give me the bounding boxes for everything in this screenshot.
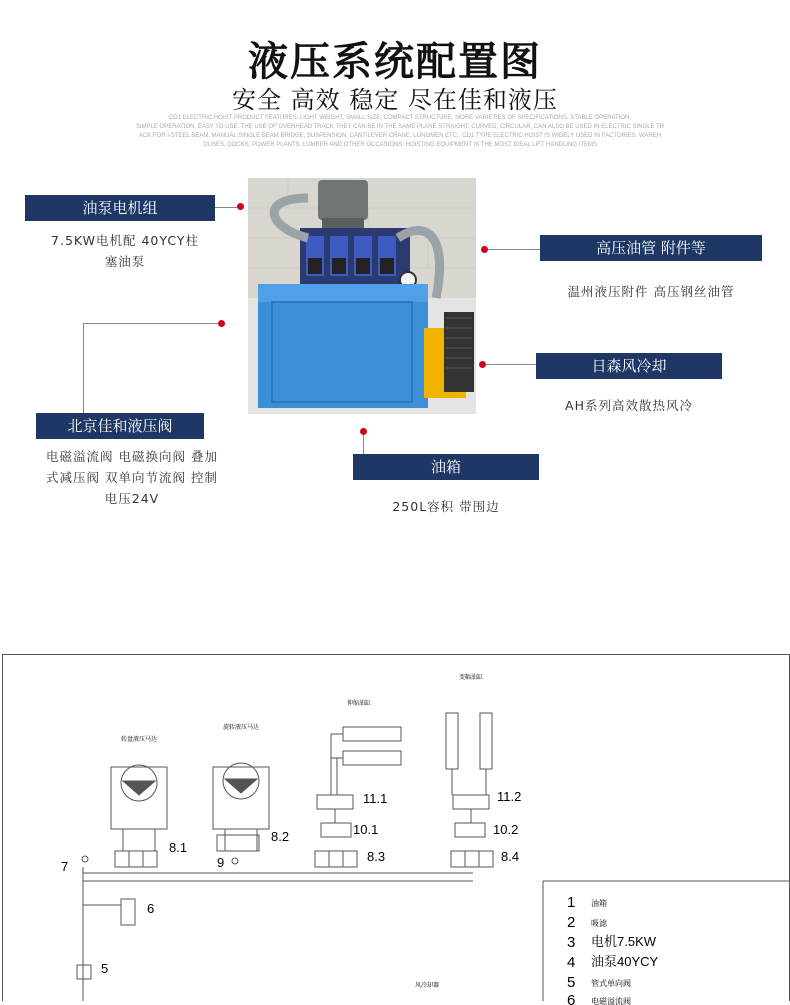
component-label: 转盘液压马达 bbox=[120, 737, 158, 743]
hydraulic-unit-illustration bbox=[248, 178, 476, 414]
part-number: 8.3 bbox=[367, 849, 386, 864]
component-label: 伸缩油缸 bbox=[346, 701, 372, 707]
desc-line: 塞油泵 bbox=[104, 254, 146, 269]
callout-dot bbox=[479, 361, 486, 368]
callout-leader-line bbox=[215, 207, 239, 208]
part-number: 11.2 bbox=[497, 789, 522, 804]
page-subtitle: 安全 高效 稳定 尽在佳和液压 bbox=[232, 86, 558, 114]
callout-dot bbox=[481, 246, 488, 253]
part-number: 7 bbox=[61, 859, 69, 874]
callout-label-hose: 高压油管 附件等 bbox=[540, 235, 762, 261]
part-number: 5 bbox=[101, 961, 109, 976]
legend bbox=[567, 894, 659, 1005]
callout-desc-tank: 250L容积 带围边 bbox=[392, 499, 500, 514]
part-number: 10.1 bbox=[353, 822, 379, 837]
callout-desc-pump bbox=[25, 230, 225, 272]
part-number: 11.1 bbox=[363, 791, 388, 806]
callout-label-tank: 油箱 bbox=[353, 454, 539, 480]
component-label: 变幅油缸 bbox=[458, 675, 484, 681]
legend-number: 3 bbox=[567, 934, 576, 951]
callout-label-cooler: 日森风冷却 bbox=[536, 353, 722, 379]
legend-number: 6 bbox=[567, 992, 576, 1005]
english-line: SIMPLE OPERATION, EASY TO USE. THE USE OF OVERHEAD TRACK THEY CAN BE IN THE SAME PLANE STRAIGHT, CURVED, CIRCULAR, CAN ALSO BE USED IN ELECTRIC SINGLE TR bbox=[135, 124, 665, 130]
desc-line: 式减压阀 双单向节流阀 控制 bbox=[46, 470, 218, 485]
legend-number: 4 bbox=[567, 954, 576, 971]
part-number: 8.4 bbox=[501, 849, 520, 864]
callout-dot bbox=[237, 203, 244, 210]
callout-leader-line bbox=[363, 435, 364, 454]
english-line: ACK FOR I-STEEL BEAM, MANUAL SINGLE BEAM BRIDGE, SUSPENSION, CANTILEVER CRANE, LONGMEN ETC.. CD1 TYPE ELECTRIC HOIST IS WIDELY USED IN FACTORIES, WAREH bbox=[138, 133, 662, 139]
callout-label-pump: 油泵电机组 bbox=[25, 195, 215, 221]
part-number: 9 bbox=[217, 855, 225, 870]
callout-dot bbox=[360, 428, 367, 435]
legend-text: 吸滤 bbox=[591, 919, 607, 928]
callout-desc-valve bbox=[22, 446, 242, 509]
legend-text: 油泵40YCY bbox=[591, 954, 659, 969]
english-line: OUSES, DOCKS, POWER PLANTS, LUMBER AND OTHER OCCASIONS, HOISTING EQUIPMENT IS THE MOST IDEAL LIFT HANDLING ITEMS bbox=[202, 142, 598, 148]
schematic-drawing bbox=[3, 655, 789, 1005]
component-label: 旋转液压马达 bbox=[222, 725, 260, 731]
page-title: 液压系统配置图 bbox=[248, 39, 542, 85]
callout-leader-line bbox=[488, 249, 540, 250]
desc-line: 电压24V bbox=[104, 491, 160, 506]
callout-desc-hose: 温州液压附件 高压钢丝油管 bbox=[567, 284, 735, 299]
desc-line: 电磁溢流阀 电磁换向阀 叠加 bbox=[46, 449, 218, 464]
hydraulic-schematic bbox=[2, 654, 790, 1005]
legend-number: 5 bbox=[567, 974, 576, 991]
callout-label-valve: 北京佳和液压阀 bbox=[36, 413, 204, 439]
part-number: 6 bbox=[147, 901, 155, 916]
callout-leader-line bbox=[83, 323, 84, 413]
product-photo bbox=[248, 178, 476, 414]
legend-text: 油箱 bbox=[591, 899, 607, 908]
desc-line: 7.5KW电机配 40YCY柱 bbox=[51, 233, 199, 248]
callout-desc-cooler: AH系列高效散热风冷 bbox=[565, 398, 693, 413]
cooler-label: 风冷却器 bbox=[415, 983, 440, 989]
legend-number: 2 bbox=[567, 914, 576, 931]
legend-text: 电机7.5KW bbox=[591, 934, 657, 949]
english-description bbox=[80, 114, 720, 150]
callout-leader-line bbox=[83, 323, 218, 324]
english-line: CD1 ELECTRIC HOIST PRODUCT FEATURES: LIGHT WEIGHT, SMALL SIZE, COMPACT STRUCTURE, MORE VARIETIES OF SPECIFICATIONS, STABLE OPERATION, bbox=[168, 115, 632, 121]
part-number: 8.1 bbox=[169, 840, 188, 855]
callout-dot bbox=[218, 320, 225, 327]
part-number: 8.2 bbox=[271, 829, 290, 844]
legend-text: 电磁溢流阀 bbox=[591, 997, 631, 1005]
callout-leader-line bbox=[486, 364, 536, 365]
legend-text: 管式单向阀 bbox=[591, 979, 631, 988]
part-number: 10.2 bbox=[493, 822, 519, 837]
legend-number: 1 bbox=[567, 894, 576, 911]
